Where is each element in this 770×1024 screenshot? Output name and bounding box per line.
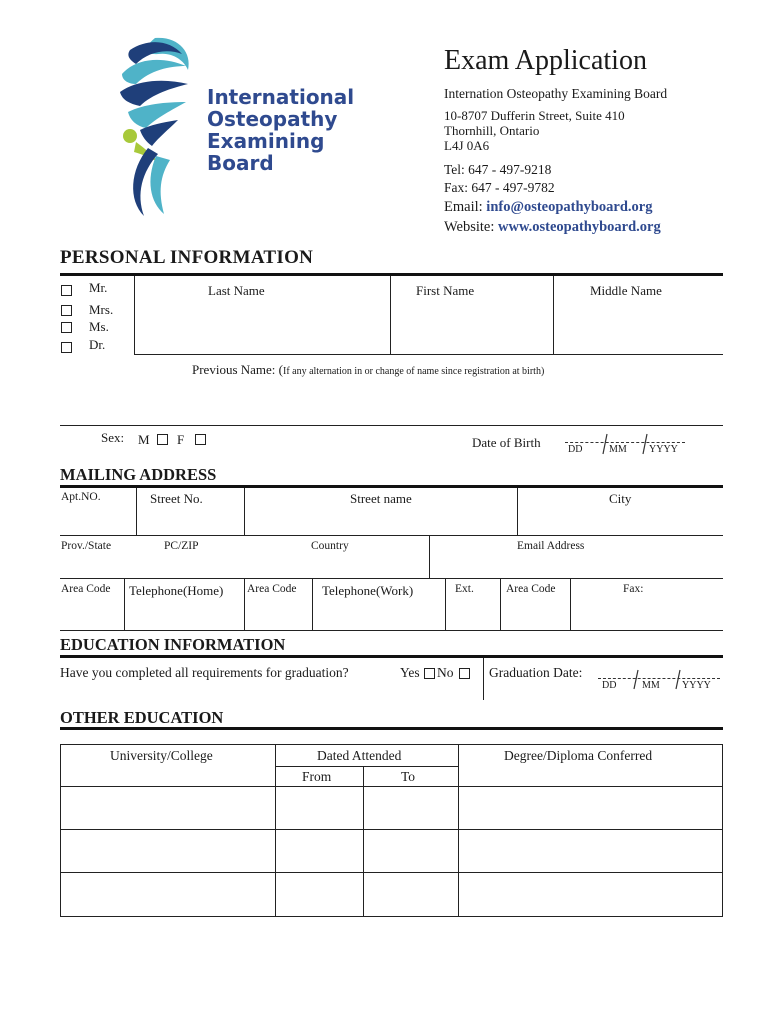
row2-from-field[interactable] xyxy=(276,830,362,871)
sex-m-label: M xyxy=(138,432,150,447)
logo-line: Board xyxy=(207,151,274,175)
title-dr-checkbox[interactable] xyxy=(61,342,72,353)
title-mr-checkbox[interactable] xyxy=(61,285,72,296)
divider xyxy=(483,658,484,700)
logo-line: International xyxy=(207,85,355,109)
grad-no-label: No xyxy=(437,665,454,680)
org-fax: Fax: 647 - 497-9782 xyxy=(444,180,555,195)
row3-university-field[interactable] xyxy=(61,873,274,916)
grad-no-checkbox[interactable] xyxy=(459,668,470,679)
dob-field[interactable] xyxy=(565,432,685,456)
divider xyxy=(60,535,723,536)
prov-label: Prov./State xyxy=(61,540,112,552)
section-rule xyxy=(60,655,723,658)
sex-f-label: F xyxy=(177,432,185,447)
col-university: University/College xyxy=(110,748,213,763)
previous-name-text: Previous Name: ( xyxy=(192,362,283,377)
fax-label: Fax: xyxy=(623,583,644,595)
divider xyxy=(60,578,723,579)
row2-degree-field[interactable] xyxy=(459,830,722,871)
row2-university-field[interactable] xyxy=(61,830,274,871)
grad-date-label: Graduation Date: xyxy=(489,665,583,680)
city-label: City xyxy=(609,491,632,506)
tel-work-label: Telephone(Work) xyxy=(322,583,414,598)
title-ms-label: Ms. xyxy=(89,319,109,334)
address-line: Thornhill, Ontario xyxy=(444,123,540,138)
divider xyxy=(275,766,458,767)
personal-heading: PERSONAL INFORMATION xyxy=(60,247,314,268)
dob-yyyy: YYYY xyxy=(649,444,678,455)
grad-yes-label: Yes xyxy=(400,665,420,680)
sex-m-checkbox[interactable] xyxy=(157,434,168,445)
org-address xyxy=(444,108,625,153)
row3-to-field[interactable] xyxy=(364,873,457,916)
mailing-heading: MAILING ADDRESS xyxy=(60,465,217,484)
row1-to-field[interactable] xyxy=(364,787,457,828)
row3-degree-field[interactable] xyxy=(459,873,722,916)
ext-label: Ext. xyxy=(455,583,474,595)
grad-dd: DD xyxy=(602,680,617,691)
col-to: To xyxy=(401,769,416,784)
col-dated-attended: Dated Attended xyxy=(317,748,402,763)
previous-name-note: If any alternation in or change of name since registration at birth) xyxy=(282,366,545,377)
title-mrs-label: Mrs. xyxy=(89,302,114,317)
middle-name-label: Middle Name xyxy=(590,283,662,298)
row2-to-field[interactable] xyxy=(364,830,457,871)
email-address-label: Email Address xyxy=(517,540,585,552)
logo-line: Examining xyxy=(207,129,325,153)
row3-from-field[interactable] xyxy=(276,873,362,916)
country-label: Country xyxy=(311,540,349,552)
grad-yes-checkbox[interactable] xyxy=(424,668,435,679)
dob-dd: DD xyxy=(568,444,583,455)
pc-label: PC/ZIP xyxy=(164,540,199,552)
section-rule xyxy=(60,273,723,276)
section-rule xyxy=(60,727,723,730)
divider xyxy=(60,630,723,631)
title-dr-label: Dr. xyxy=(89,337,106,352)
ioeb-logo-icon xyxy=(100,30,200,220)
grad-yyyy: YYYY xyxy=(682,680,711,691)
org-website xyxy=(444,219,661,235)
tel-home-label: Telephone(Home) xyxy=(129,583,224,598)
fax-field[interactable] xyxy=(571,580,722,629)
col-from: From xyxy=(302,769,332,784)
apt-label: Apt.NO. xyxy=(61,491,101,503)
other-education-heading: OTHER EDUCATION xyxy=(60,708,224,727)
first-name-label: First Name xyxy=(416,283,475,298)
row1-university-field[interactable] xyxy=(61,787,274,828)
sex-label: Sex: xyxy=(101,430,125,445)
previous-name-label xyxy=(192,362,544,378)
page-title: Exam Application xyxy=(444,45,647,76)
row1-from-field[interactable] xyxy=(276,787,362,828)
grad-mm: MM xyxy=(642,680,660,691)
last-name-label: Last Name xyxy=(208,283,265,298)
dob-label: Date of Birth xyxy=(472,435,541,450)
area-code-label: Area Code xyxy=(61,583,111,595)
divider xyxy=(134,354,723,355)
sex-f-checkbox[interactable] xyxy=(195,434,206,445)
email-label: Email: xyxy=(444,199,483,215)
divider xyxy=(60,425,723,426)
street-no-label: Street No. xyxy=(150,491,203,506)
website-label: Website: xyxy=(444,219,495,235)
col-degree: Degree/Diploma Conferred xyxy=(504,748,653,763)
graduation-question: Have you completed all requirements for graduation? xyxy=(60,665,349,680)
address-line: L4J 0A6 xyxy=(444,138,490,153)
title-mrs-checkbox[interactable] xyxy=(61,305,72,316)
area-code-label: Area Code xyxy=(247,583,297,595)
org-name: Internation Osteopathy Examining Board xyxy=(444,86,668,101)
education-heading: EDUCATION INFORMATION xyxy=(60,635,286,654)
dob-mm: MM xyxy=(609,444,627,455)
email-link[interactable]: info@osteopathyboard.org xyxy=(486,199,653,215)
previous-name-field[interactable] xyxy=(60,380,723,424)
title-mr-label: Mr. xyxy=(89,280,108,295)
address-line: 10-8707 Dufferin Street, Suite 410 xyxy=(444,108,625,123)
website-link[interactable]: www.osteopathyboard.org xyxy=(498,219,661,235)
logo-wordmark xyxy=(207,86,354,174)
row1-degree-field[interactable] xyxy=(459,787,722,828)
section-rule xyxy=(60,485,723,488)
street-name-label: Street name xyxy=(350,491,412,506)
logo-line: Osteopathy xyxy=(207,107,338,131)
title-ms-checkbox[interactable] xyxy=(61,322,72,333)
org-tel: Tel: 647 - 497-9218 xyxy=(444,162,552,177)
grad-date-field[interactable] xyxy=(598,666,720,690)
area-code-label: Area Code xyxy=(506,583,556,595)
org-email xyxy=(444,199,652,215)
